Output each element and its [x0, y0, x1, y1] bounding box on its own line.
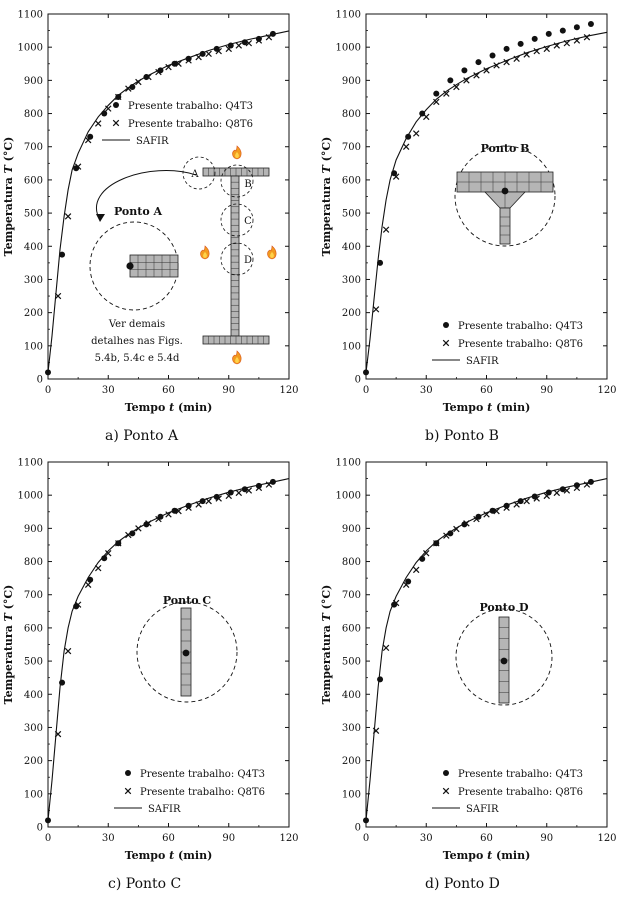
- data-point-q8t6: [236, 43, 242, 49]
- x-tick-label: 30: [419, 833, 433, 844]
- data-point-q8t6: [383, 645, 389, 651]
- y-tick-label: 100: [23, 789, 43, 801]
- data-point-q4t3: [518, 41, 524, 47]
- data-point-q4t3: [433, 91, 439, 97]
- y-axis-label: Temperatura T (°C): [320, 136, 333, 257]
- inset-title-b: Ponto B: [480, 142, 530, 155]
- point-label-d: D: [243, 255, 253, 266]
- flame-icon: [201, 246, 210, 259]
- inset-section-d: [456, 601, 552, 705]
- legend: [432, 769, 583, 815]
- caption-b: b) Ponto B: [425, 428, 499, 444]
- data-point-q8t6: [413, 567, 419, 573]
- y-tick-label: 600: [341, 175, 361, 187]
- y-tick-label: 500: [341, 208, 361, 220]
- mesh-web: [500, 208, 510, 244]
- y-tick-label: 1100: [17, 457, 43, 469]
- data-point-q4t3: [532, 36, 538, 42]
- data-point-q4t3: [574, 24, 580, 30]
- y-tick-label: 1100: [335, 9, 361, 21]
- y-tick-label: 900: [341, 75, 361, 87]
- legend-marker-q4t3: [443, 770, 449, 776]
- y-tick-label: 200: [23, 308, 43, 320]
- y-tick-label: 300: [341, 722, 361, 734]
- caption-c: c) Ponto C: [108, 876, 182, 892]
- inset-section-b: [455, 142, 555, 246]
- y-tick-label: 200: [341, 308, 361, 320]
- data-point-q8t6: [403, 144, 409, 150]
- y-tick-label: 300: [341, 274, 361, 286]
- plot-frame: [48, 14, 289, 379]
- note-line-1: Ver demais: [108, 319, 166, 330]
- flame-icon: [268, 246, 277, 259]
- legend-marker-q8t6: [125, 788, 131, 794]
- data-point-q4t3: [560, 28, 566, 34]
- legend-label-q4t3: Presente trabalho: Q4T3: [458, 321, 583, 332]
- data-point-q4t3: [588, 21, 594, 27]
- legend-label-q8t6: Presente trabalho: Q8T6: [128, 119, 253, 130]
- y-tick-label: 300: [23, 722, 43, 734]
- legend-label-q8t6: Presente trabalho: Q8T6: [458, 339, 583, 350]
- legend: [114, 769, 265, 815]
- point-label-c: C: [244, 216, 252, 227]
- y-tick-label: 800: [341, 109, 361, 121]
- legend-label-q4t3: Presente trabalho: Q4T3: [458, 769, 583, 780]
- data-point-q4t3: [461, 67, 467, 73]
- inset-title-a: Ponto A: [113, 205, 163, 218]
- legend-label-q8t6: Presente trabalho: Q8T6: [140, 787, 265, 798]
- data-point-q8t6: [554, 490, 560, 496]
- y-tick-label: 500: [23, 656, 43, 668]
- legend: [102, 101, 253, 147]
- mesh-web: [231, 176, 239, 336]
- chart-panel-c: [2, 458, 299, 863]
- point-label-b: B: [244, 179, 252, 190]
- data-point-q8t6: [383, 227, 389, 233]
- inset-title-c: Ponto C: [162, 594, 212, 607]
- x-tick-label: 60: [480, 833, 493, 844]
- x-tick-label: 120: [597, 385, 617, 396]
- x-tick-label: 120: [597, 833, 617, 844]
- point-label-a: A: [191, 169, 199, 180]
- x-axis-label: Tempo t (min): [442, 401, 531, 414]
- x-tick-label: 30: [101, 385, 115, 396]
- y-tick-label: 1000: [335, 490, 361, 502]
- y-tick-label: 500: [23, 208, 43, 220]
- y-tick-label: 200: [23, 756, 43, 768]
- y-tick-label: 1000: [17, 42, 43, 54]
- x-tick-label: 90: [222, 385, 236, 396]
- legend-label-q4t3: Presente trabalho: Q4T3: [140, 769, 265, 780]
- pointer-arrowhead: [96, 214, 105, 222]
- y-tick-label: 400: [341, 241, 361, 253]
- y-tick-label: 900: [341, 523, 361, 535]
- x-axis-label: Tempo t (min): [124, 849, 213, 862]
- y-tick-label: 800: [341, 557, 361, 569]
- flame-icon: [233, 351, 242, 364]
- y-tick-label: 800: [23, 109, 43, 121]
- data-point-q8t6: [423, 114, 429, 120]
- y-tick-label: 600: [341, 623, 361, 635]
- data-point-q8t6: [206, 51, 212, 57]
- x-tick-label: 120: [279, 385, 299, 396]
- y-tick-label: 400: [341, 689, 361, 701]
- y-tick-label: 1100: [17, 9, 43, 21]
- data-point-q4t3: [490, 52, 496, 58]
- y-tick-label: 700: [341, 142, 361, 154]
- data-point-q8t6: [65, 214, 71, 220]
- y-tick-label: 500: [341, 656, 361, 668]
- x-tick-label: 30: [101, 833, 115, 844]
- y-tick-label: 100: [341, 789, 361, 801]
- y-tick-label: 600: [23, 175, 43, 187]
- flame-icon: [233, 146, 242, 159]
- data-point-q4t3: [447, 77, 453, 83]
- legend-label-safir: SAFIR: [136, 136, 169, 147]
- data-point-q8t6: [105, 106, 111, 112]
- y-axis-label: Temperatura T (°C): [2, 136, 15, 257]
- legend-marker-q4t3: [125, 770, 131, 776]
- y-tick-label: 900: [23, 75, 43, 87]
- legend-marker-q8t6: [443, 788, 449, 794]
- y-tick-label: 0: [354, 822, 361, 834]
- legend-label-safir: SAFIR: [466, 356, 499, 367]
- data-point-q8t6: [95, 121, 101, 127]
- y-tick-label: 0: [36, 822, 43, 834]
- x-tick-label: 60: [162, 833, 175, 844]
- legend-marker-q8t6: [443, 340, 449, 346]
- mesh-top-flange: [203, 168, 269, 176]
- y-tick-label: 700: [23, 590, 43, 602]
- chart-panel-b: [320, 10, 617, 415]
- legend-marker-q4t3: [443, 322, 449, 328]
- y-tick-label: 400: [23, 689, 43, 701]
- x-axis-label: Tempo t (min): [442, 849, 531, 862]
- chart-panel-d: [320, 458, 617, 863]
- data-point-q8t6: [236, 490, 242, 496]
- data-point-q4t3: [101, 111, 107, 117]
- inset-section-a: [90, 146, 276, 364]
- data-point-q4t3: [504, 46, 510, 52]
- x-tick-label: 60: [480, 385, 493, 396]
- legend-label-q4t3: Presente trabalho: Q4T3: [128, 101, 253, 112]
- y-tick-label: 900: [23, 523, 43, 535]
- legend-label-q8t6: Presente trabalho: Q8T6: [458, 787, 583, 798]
- y-tick-label: 700: [341, 590, 361, 602]
- inset-section-c: [137, 594, 237, 702]
- legend-marker-q4t3: [113, 102, 119, 108]
- probe-point: [502, 188, 509, 195]
- data-point-q8t6: [373, 307, 379, 313]
- mesh-bottom-flange: [203, 336, 269, 344]
- x-tick-label: 120: [279, 833, 299, 844]
- data-point-q4t3: [377, 676, 383, 682]
- data-point-q8t6: [413, 131, 419, 137]
- x-axis-label: Tempo t (min): [124, 401, 213, 414]
- x-tick-label: 30: [419, 385, 433, 396]
- y-tick-label: 0: [36, 374, 43, 386]
- x-tick-label: 0: [362, 833, 370, 844]
- x-tick-label: 0: [362, 385, 370, 396]
- series-line-safir: [48, 31, 289, 373]
- x-tick-label: 90: [222, 833, 236, 844]
- caption-d: d) Ponto D: [425, 876, 500, 892]
- probe-point: [183, 650, 190, 657]
- data-point-q4t3: [475, 59, 481, 65]
- probe-point: [501, 658, 508, 665]
- legend-label-safir: SAFIR: [148, 804, 181, 815]
- y-tick-label: 600: [23, 623, 43, 635]
- y-tick-label: 0: [354, 374, 361, 386]
- probe-point: [126, 262, 133, 269]
- y-tick-label: 400: [23, 241, 43, 253]
- x-tick-label: 90: [540, 833, 554, 844]
- y-tick-label: 200: [341, 756, 361, 768]
- y-tick-label: 800: [23, 557, 43, 569]
- y-axis-label: Temperatura T (°C): [2, 584, 15, 705]
- data-point-q8t6: [65, 648, 71, 654]
- y-tick-label: 100: [341, 341, 361, 353]
- x-tick-label: 0: [44, 833, 52, 844]
- x-tick-label: 60: [162, 385, 175, 396]
- y-tick-label: 700: [23, 142, 43, 154]
- inset-title-d: Ponto D: [479, 601, 529, 614]
- x-tick-label: 0: [44, 385, 52, 396]
- y-axis-label: Temperatura T (°C): [320, 584, 333, 705]
- x-tick-label: 90: [540, 385, 554, 396]
- y-tick-label: 300: [23, 274, 43, 286]
- data-point-q4t3: [546, 31, 552, 37]
- y-tick-label: 100: [23, 341, 43, 353]
- y-tick-label: 1100: [335, 457, 361, 469]
- note-line-2: detalhes nas Figs.: [91, 336, 183, 347]
- legend-marker-q8t6: [113, 120, 119, 126]
- caption-a: a) Ponto A: [105, 428, 179, 444]
- data-point-q8t6: [85, 582, 91, 588]
- legend-label-safir: SAFIR: [466, 804, 499, 815]
- note-line-3: 5.4b, 5.4c e 5.4d: [94, 353, 180, 364]
- y-tick-label: 1000: [17, 490, 43, 502]
- legend: [432, 321, 583, 367]
- data-point-q4t3: [419, 556, 425, 562]
- y-tick-label: 1000: [335, 42, 361, 54]
- mesh-flange-tip: [130, 255, 178, 277]
